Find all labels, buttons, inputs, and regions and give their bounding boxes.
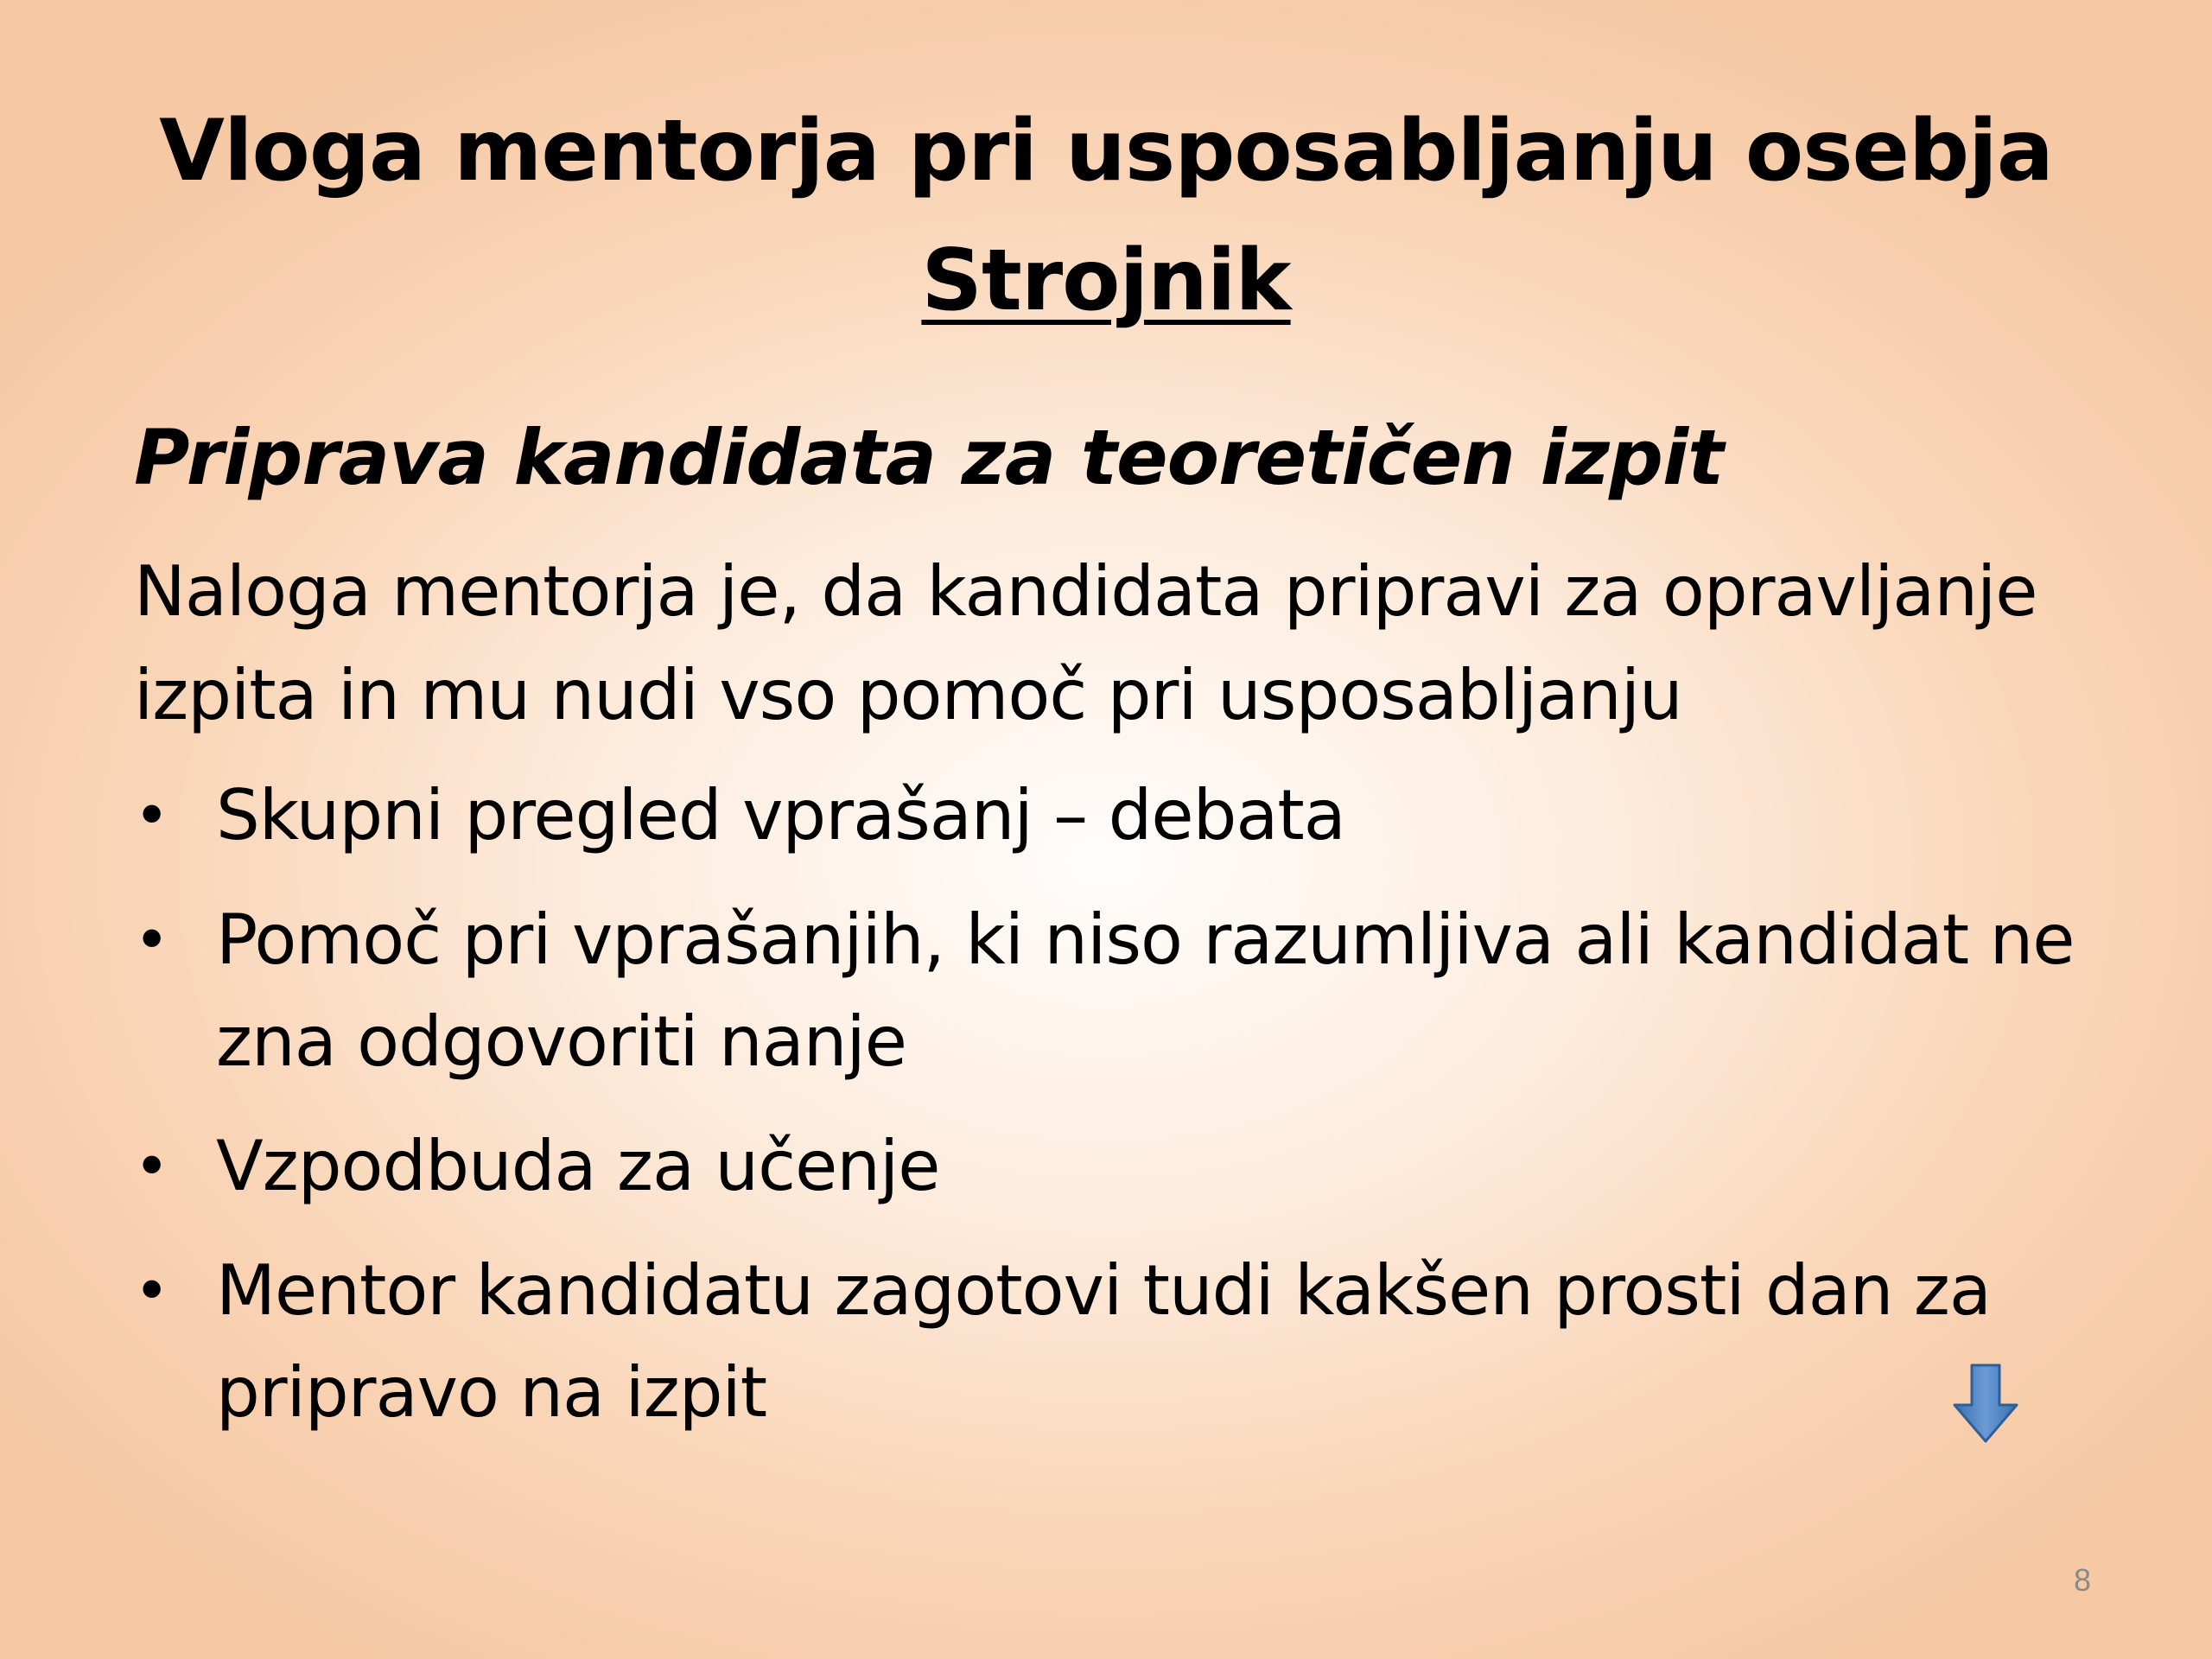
bullet-item	[134, 1240, 2104, 1444]
bullet-text: Pomoč pri vprašanjih, ki niso razumljiva ali kandidat ne zna odgovoriti nanje	[216, 899, 2075, 1082]
bullet-list	[134, 765, 2104, 1466]
bullet-marker: •	[134, 905, 169, 976]
slide-title	[0, 86, 2212, 346]
section-heading: Priprava kandidata za teoretičen izpit	[134, 413, 1724, 502]
bullet-text: Skupni pregled vprašanj – debata	[216, 775, 1345, 855]
intro-paragraph: Naloga mentorja je, da kandidata pripravi za opravljanje izpita in mu nudi vso pomoč pri usposabljanju	[134, 551, 2037, 735]
bullet-item	[134, 889, 2104, 1093]
bullet-marker: •	[134, 1131, 169, 1202]
bullet-text: Mentor kandidatu zagotovi tudi kakšen prosti dan za pripravo na izpit	[216, 1250, 1991, 1433]
bullet-marker: •	[134, 780, 169, 851]
bullet-item	[134, 765, 2104, 867]
page-number: 8	[2073, 1562, 2092, 1598]
bullet-item	[134, 1116, 2104, 1217]
bullet-marker: •	[134, 1255, 169, 1326]
arrow-down-icon[interactable]	[1951, 1363, 2020, 1443]
title-line-main: Vloga mentorja pri usposabljanju osebja	[159, 102, 2053, 200]
bullet-text: Vzpodbuda za učenje	[216, 1126, 940, 1206]
title-line-role: Strojnik	[921, 232, 1291, 330]
